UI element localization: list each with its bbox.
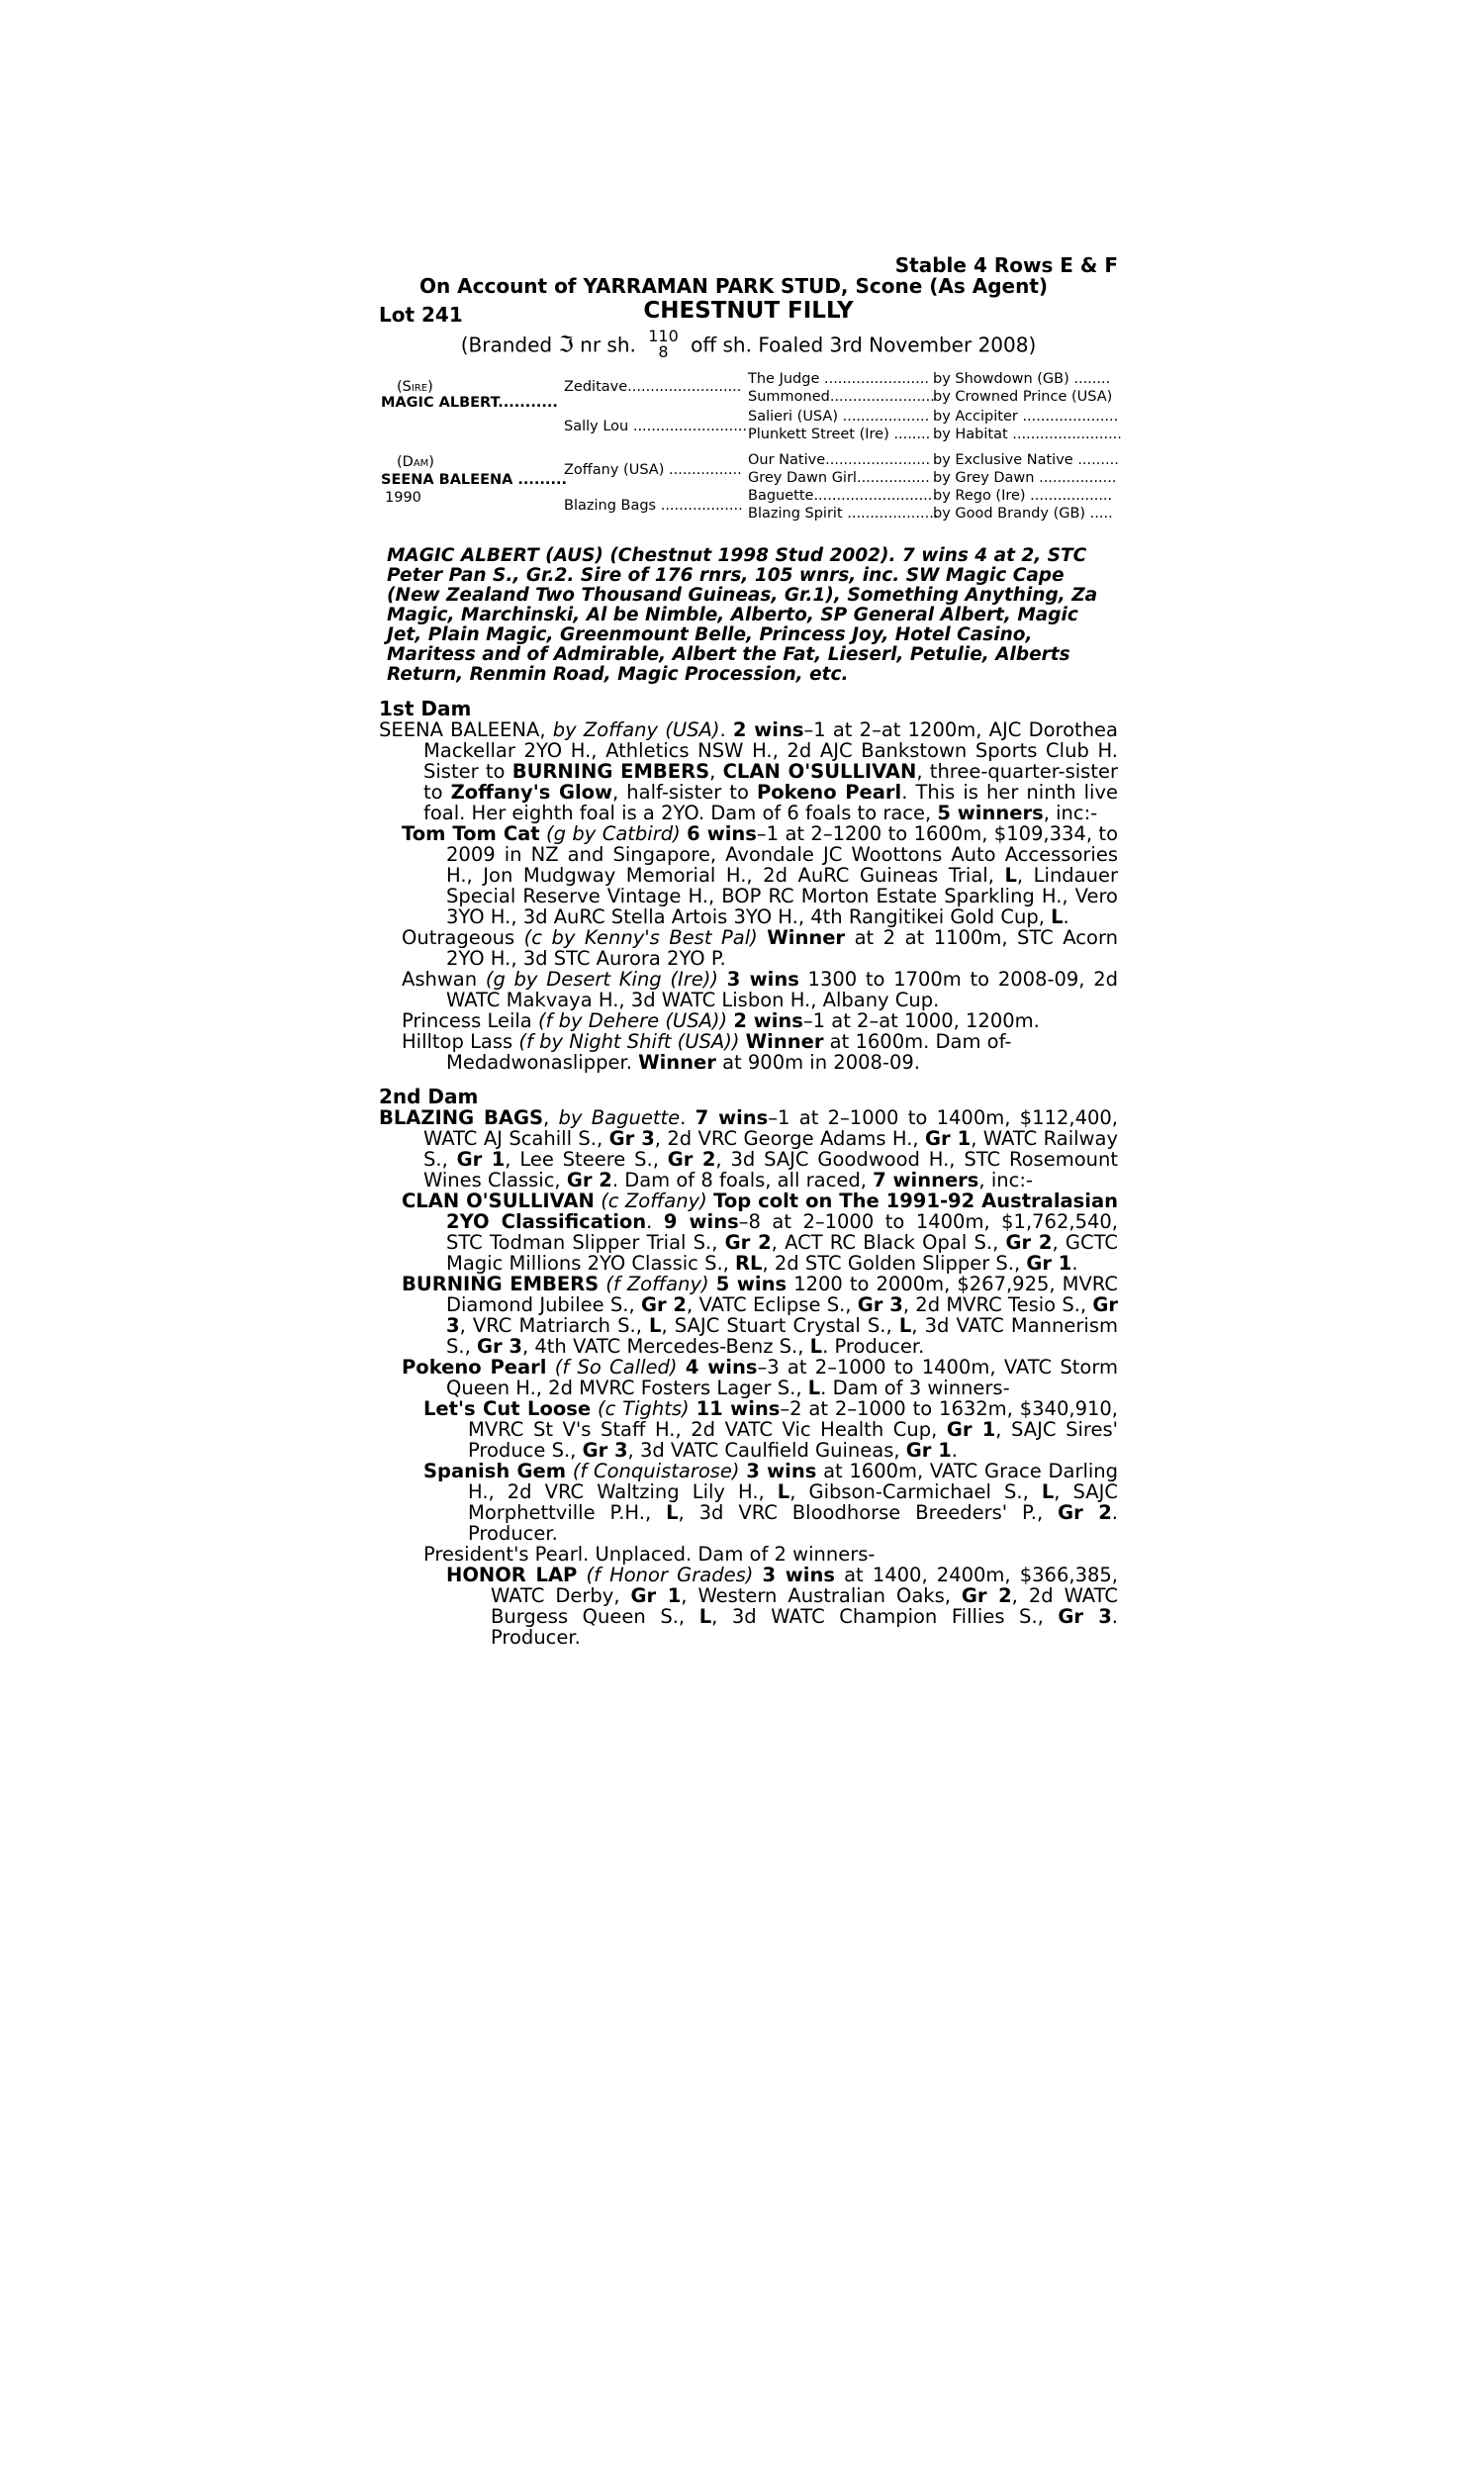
progeny-entry: Princess Leila (f by Dehere (USA)) 2 wins–1 at 2–at 1000, 1200m.: [402, 1009, 1040, 1032]
pedigree-gen4-3: by Accipiter .....................: [933, 409, 1119, 425]
pedigree-gen3-7: Baguette..........................: [748, 488, 933, 504]
progeny-entry: HONOR LAP (f Honor Grades) 3 wins at 1400, 2400m, $366,385, WATC Derby, Gr 1, Western Australian Oaks, Gr 2, 2d WATC Burgess Queen S., L, 3d WATC Champion Fillies S., Gr 3. Producer.: [446, 1564, 1119, 1649]
branded-suffix: off sh. Foaled 3rd November 2008): [691, 333, 1037, 357]
second-dam-heading: 2nd Dam: [379, 1085, 479, 1108]
lot-row: [379, 298, 1118, 331]
pedigree-gen3-4: Plunkett Street (Ire) ........: [748, 427, 931, 442]
progeny-entry: Outrageous (c by Kenny's Best Pal) Winner at 2 at 1100m, STC Acorn 2YO H., 3d STC Aurora 2YO P.: [402, 926, 1118, 970]
brand-number: [648, 329, 679, 360]
stable-location: Stable 4 Rows E & F: [894, 253, 1118, 277]
pedigree-gen4-1: by Showdown (GB) ........: [933, 371, 1111, 387]
sire-label: (Sire): [397, 379, 433, 395]
catalogue-page: [379, 253, 1122, 1649]
pedigree-gen3-3: Salieri (USA) ...................: [748, 409, 930, 425]
sire-name: MAGIC ALBERT...........: [381, 395, 558, 411]
brand-description: [379, 327, 1118, 366]
progeny-entry: Hilltop Lass (f by Night Shift (USA)) Winner at 1600m. Dam of- Medadwonaslipper. Winner at 900m in 2008-09.: [402, 1030, 1012, 1074]
pedigree-gen3-8: Blazing Spirit ....................: [748, 506, 939, 522]
dam-year: 1990: [385, 490, 421, 506]
brand-number-top: 110: [648, 327, 679, 345]
second-dam-entry: BLAZING BAGS, by Baguette. 7 wins–1 at 2–1000 to 1400m, $112,400, WATC AJ Scahill S., Gr 3, 2d VRC George Adams H., Gr 1, WATC Railway S., Gr 1, Lee Steere S., Gr 2, 3d SAJC Goodwood H., STC Rosemount Wines Classic, Gr 2. Dam of 8 foals, all raced, 7 winners, inc:-: [379, 1106, 1119, 1191]
progeny-entry: Tom Tom Cat (g by Catbird) 6 wins–1 at 2–1200 to 1600m, $109,334, to 2009 in NZ and Singapore, Avondale JC Woottons Auto Accessories H., Jon Mudgway Memorial H., 2d AuRC Guineas Trial, L, Lindauer Special Reserve Vintage H., BOP RC Morton Estate Sparkling H., Vero 3YO H., 3d AuRC Stella Artois 3YO H., 4th Rangitikei Gold Cup, L.: [402, 822, 1119, 928]
progeny-entry: President's Pearl. Unplaced. Dam of 2 winners-: [423, 1543, 876, 1566]
pedigree-gen3-6: Grey Dawn Girl................: [748, 470, 930, 486]
brand-number-bottom: 8: [658, 342, 669, 361]
first-dam-heading: 1st Dam: [379, 697, 472, 720]
progeny-entry: Pokeno Pearl (f So Called) 4 wins–3 at 2–1000 to 1400m, VATC Storm Queen H., 2d MVRC Fosters Lager S., L. Dam of 3 winners-: [402, 1356, 1119, 1399]
pedigree-gen2-2: Sally Lou .........................: [564, 419, 748, 434]
pedigree-gen3-5: Our Native.......................: [748, 452, 931, 468]
pedigree-table: [379, 368, 1122, 526]
branded-nr: nr sh.: [580, 333, 636, 357]
pedigree-gen4-8: by Good Brandy (GB) .....: [933, 506, 1113, 522]
progeny-entry: Let's Cut Loose (c Tights) 11 wins–2 at 2–1000 to 1632m, $340,910, MVRC St V's Staff H., 2d VATC Vic Health Cup, Gr 1, SAJC Sires' Produce S., Gr 3, 3d VATC Caulfield Guineas, Gr 1.: [423, 1397, 1118, 1462]
dam-name: SEENA BALEENA .........: [381, 472, 567, 488]
lot-number: Lot 241: [379, 303, 463, 327]
pedigree-gen2-3: Zoffany (USA) ................: [564, 462, 742, 478]
pedigree-gen4-6: by Grey Dawn .................: [933, 470, 1117, 486]
dam-label: (Dam): [397, 454, 434, 470]
pedigree-gen4-7: by Rego (Ire) ..................: [933, 488, 1113, 504]
progeny-entry: BURNING EMBERS (f Zoffany) 5 wins 1200 to 2000m, $267,925, MVRC Diamond Jubilee S., Gr 2, VATC Eclipse S., Gr 3, 2d MVRC Tesio S., Gr 3, VRC Matriarch S., L, SAJC Stuart Crystal S., L, 3d VATC Mannerism S., Gr 3, 4th VATC Mercedes-Benz S., L. Producer.: [402, 1273, 1119, 1358]
sire-summary: MAGIC ALBERT (AUS) (Chestnut 1998 Stud 2002). 7 wins 4 at 2, STC Peter Pan S., Gr.2. Sire of 176 rnrs, 105 wnrs, inc. SW Magic Cape (New Zealand Two Thousand Guineas, Gr.1), Something Anything, Za Magic, Marchinski, Al be Nimble, Alberto, SP General Albert, Magic Jet, Plain Magic, Greenmount Belle, Princess Joy, Hotel Casino, Maritess and of Admirable, Albert the Fat, Lieserl, Petulie, Alberts Return, Renmin Road, Magic Procession, etc.: [387, 545, 1098, 685]
pedigree-gen4-2: by Crowned Prince (USA): [933, 389, 1113, 405]
pedigree-gen2-1: Zeditave.........................: [564, 379, 742, 395]
pedigree-gen4-5: by Exclusive Native .........: [933, 452, 1119, 468]
vendor-account: On Account of YARRAMAN PARK STUD, Scone (As Agent): [418, 274, 1049, 298]
progeny-entry: CLAN O'SULLIVAN (c Zoffany) Top colt on The 1991-92 Australasian 2YO Classification. 9 wins–8 at 2–1000 to 1400m, $1,762,540, STC Todman Slipper Trial S., Gr 2, ACT RC Black Opal S., Gr 2, GCTC Magic Millions 2YO Classic S., RL, 2d STC Golden Slipper S., Gr 1.: [402, 1189, 1119, 1275]
pedigree-gen3-2: Summoned.......................: [748, 389, 935, 405]
branded-prefix: (Branded: [460, 333, 553, 357]
brand-mark-icon: ℑ: [558, 333, 574, 358]
pedigree-gen4-4: by Habitat ........................: [933, 427, 1122, 442]
progeny-entry: Spanish Gem (f Conquistarose) 3 wins at 1600m, VATC Grace Darling H., 2d VRC Waltzing Lily H., L, Gibson-Carmichael S., L, SAJC Morphettville P.H., L, 3d VRC Bloodhorse Breeders' P., Gr 2. Producer.: [423, 1460, 1119, 1545]
lot-title: CHESTNUT FILLY: [643, 298, 854, 324]
pedigree-gen3-1: The Judge .......................: [748, 371, 929, 387]
first-dam-entry: SEENA BALEENA, by Zoffany (USA). 2 wins–1 at 2–at 1200m, AJC Dorothea Mackellar 2YO H., Athletics NSW H., 2d AJC Bankstown Sports Club H. Sister to BURNING EMBERS, CLAN O'SULLIVAN, three-quarter-sister to Zoffany's Glow, half-sister to Pokeno Pearl. This is her ninth live foal. Her eighth foal is a 2YO. Dam of 6 foals to race, 5 winners, inc:-: [379, 718, 1118, 824]
pedigree-gen2-4: Blazing Bags ..................: [564, 498, 743, 514]
progeny-entry: Ashwan (g by Desert King (Ire)) 3 wins 1300 to 1700m to 2008-09, 2d WATC Makvaya H., 3d WATC Lisbon H., Albany Cup.: [402, 968, 1118, 1011]
